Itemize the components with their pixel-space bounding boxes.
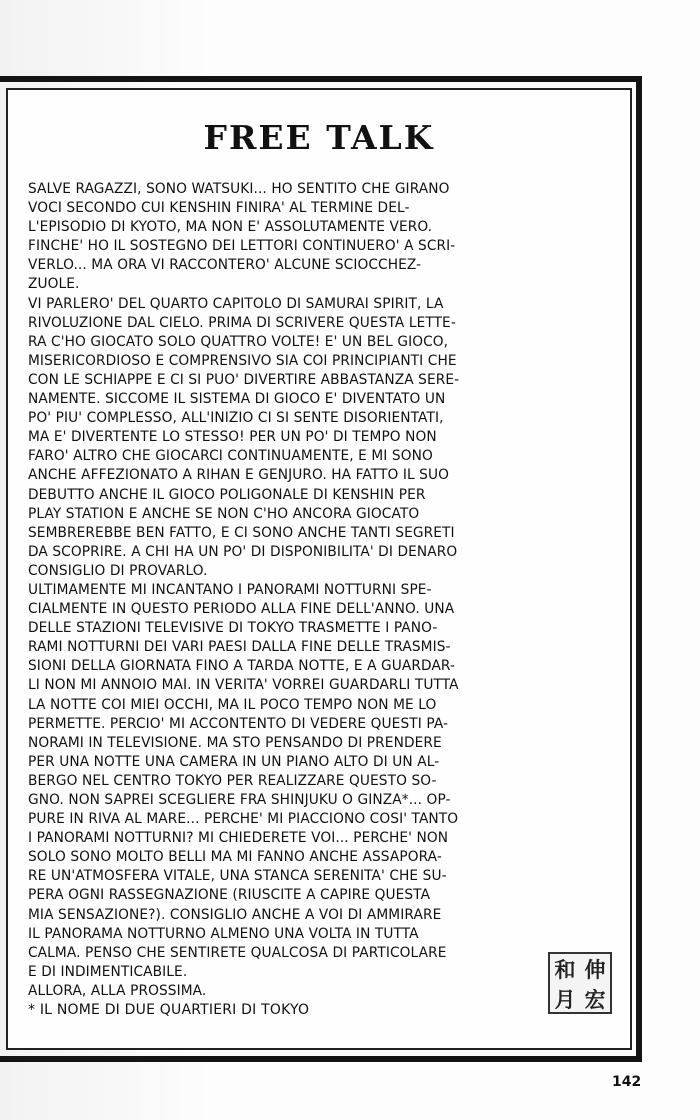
text-line: I PANORAMI NOTTURNI? MI CHIEDERETE VOI... PERCHE' NON: [28, 830, 449, 847]
text-line: SIONI DELLA GIORNATA FINO A TARDA NOTTE, E A GUARDAR-: [28, 658, 456, 675]
seal-char: 月: [554, 987, 576, 1012]
text-line: CALMA. PENSO CHE SENTIRETE QUALCOSA DI PARTICOLARE: [28, 944, 447, 961]
text-line: NORAMI IN TELEVISIONE. MA STO PENSANDO DI PRENDERE: [28, 734, 442, 751]
text-line: LA NOTTE COI MIEI OCCHI, MA IL POCO TEMPO NON ME LO: [28, 696, 437, 713]
text-line: PERMETTE. PERCIO' MI ACCONTENTO DI VEDERE QUESTI PA-: [28, 715, 449, 732]
text-line: MA E' DIVERTENTE LO STESSO! PER UN PO' DI TEMPO NON: [28, 429, 437, 446]
seal-char: 宏: [584, 987, 606, 1012]
page-number: 142: [612, 1074, 642, 1090]
text-line: NAMENTE. SICCOME IL SISTEMA DI GIOCO E' DIVENTATO UN: [28, 391, 446, 408]
text-line: CON LE SCHIAPPE E CI SI PUO' DIVERTIRE ABBASTANZA SERE-: [28, 371, 460, 388]
text-line: ZUOLE.: [28, 276, 80, 293]
text-line: RIVOLUZIONE DAL CIELO. PRIMA DI SCRIVERE QUESTA LETTE-: [28, 314, 456, 331]
text-line: DEBUTTO ANCHE IL GIOCO POLIGONALE DI KENSHIN PER: [28, 486, 426, 503]
text-line: E DI INDIMENTICABILE.: [28, 963, 188, 980]
seal-char: 和: [554, 957, 576, 982]
text-line: FARO' ALTRO CHE GIOCARCI CONTINUAMENTE, E MI SONO: [28, 448, 433, 465]
text-line: DELLE STAZIONI TELEVISIVE DI TOKYO TRASMETTE I PANO-: [28, 620, 438, 637]
body-text: [28, 180, 606, 1001]
text-line: PER UNA NOTTE UNA CAMERA IN UN PIANO ALTO DI UN AL-: [28, 753, 440, 770]
text-line: RA C'HO GIOCATO SOLO QUATTRO VOLTE! E' UN BEL GIOCO,: [28, 333, 449, 350]
text-line: VOCI SECONDO CUI KENSHIN FINIRA' AL TERMINE DEL-: [28, 200, 410, 217]
seal-char: 伸: [584, 957, 606, 982]
text-line: FINCHE' HO IL SOSTEGNO DEI LETTORI CONTINUERO' A SCRI-: [28, 238, 456, 255]
text-line: LI NON MI ANNOIO MAI. IN VERITA' VORREI GUARDARLI TUTTA: [28, 677, 459, 694]
text-line: RAMI NOTTURNI DEI VARI PAESI DALLA FINE DELLE TRASMIS-: [28, 639, 451, 656]
text-line: DA SCOPRIRE. A CHI HA UN PO' DI DISPONIBILITA' DI DENARO: [28, 543, 458, 560]
author-seal-stamp: [548, 952, 612, 1014]
text-line: SALVE RAGAZZI, SONO WATSUKI... HO SENTITO CHE GIRANO: [28, 181, 450, 197]
text-line: SOLO SONO MOLTO BELLI MA MI FANNO ANCHE ASSAPORA-: [28, 849, 442, 866]
text-line: RE UN'ATMOSFERA VITALE, UNA STANCA SERENITA' CHE SU-: [28, 868, 447, 885]
text-line: IL PANORAMA NOTTURNO ALMENO UNA VOLTA IN TUTTA: [28, 925, 419, 942]
text-line: VERLO... MA ORA VI RACCONTERO' ALCUNE SCIOCCHEZ-: [28, 257, 422, 274]
text-line: L'EPISODIO DI KYOTO, MA NON E' ASSOLUTAMENTE VERO.: [28, 219, 433, 236]
text-line: PURE IN RIVA AL MARE... PERCHE' MI PIACCIONO COSI' TANTO: [28, 811, 459, 828]
text-line: ALLORA, ALLA PROSSIMA.: [28, 982, 207, 999]
page-title: FREE TALK: [203, 118, 435, 157]
text-line: ANCHE AFFEZIONATO A RIHAN E GENJURO. HA FATTO IL SUO: [28, 467, 450, 484]
text-line: CIALMENTE IN QUESTO PERIODO ALLA FINE DELL'ANNO. UNA: [28, 601, 455, 618]
text-line: BERGO NEL CENTRO TOKYO PER REALIZZARE QUESTO SO-: [28, 772, 437, 789]
text-line: GNO. NON SAPREI SCEGLIERE FRA SHINJUKU O GINZA*... OP-: [28, 792, 451, 808]
text-line: MIA SENSAZIONE?). CONSIGLIO ANCHE A VOI DI AMMIRARE: [28, 906, 442, 923]
text-line: CONSIGLIO DI PROVARLO.: [28, 562, 208, 579]
text-line: VI PARLERO' DEL QUARTO CAPITOLO DI SAMURAI SPIRIT, LA: [28, 295, 444, 312]
text-line: ULTIMAMENTE MI INCANTANO I PANORAMI NOTTURNI SPE-: [28, 581, 432, 598]
footnote: * IL NOME DI DUE QUARTIERI DI TOKYO: [28, 1002, 310, 1018]
text-line: PERA OGNI RASSEGNAZIONE (RIUSCITE A CAPIRE QUESTA: [28, 887, 431, 904]
text-line: MISERICORDIOSO E COMPRENSIVO SIA COI PRINCIPIANTI CHE: [28, 352, 457, 369]
text-line: PO' PIU' COMPLESSO, ALL'INIZIO CI SI SENTE DISORIENTATI,: [28, 410, 444, 427]
text-line: PLAY STATION E ANCHE SE NON C'HO ANCORA GIOCATO: [28, 505, 420, 522]
text-line: SEMBREREBBE BEN FATTO, E CI SONO ANCHE TANTI SEGRETI: [28, 524, 455, 541]
